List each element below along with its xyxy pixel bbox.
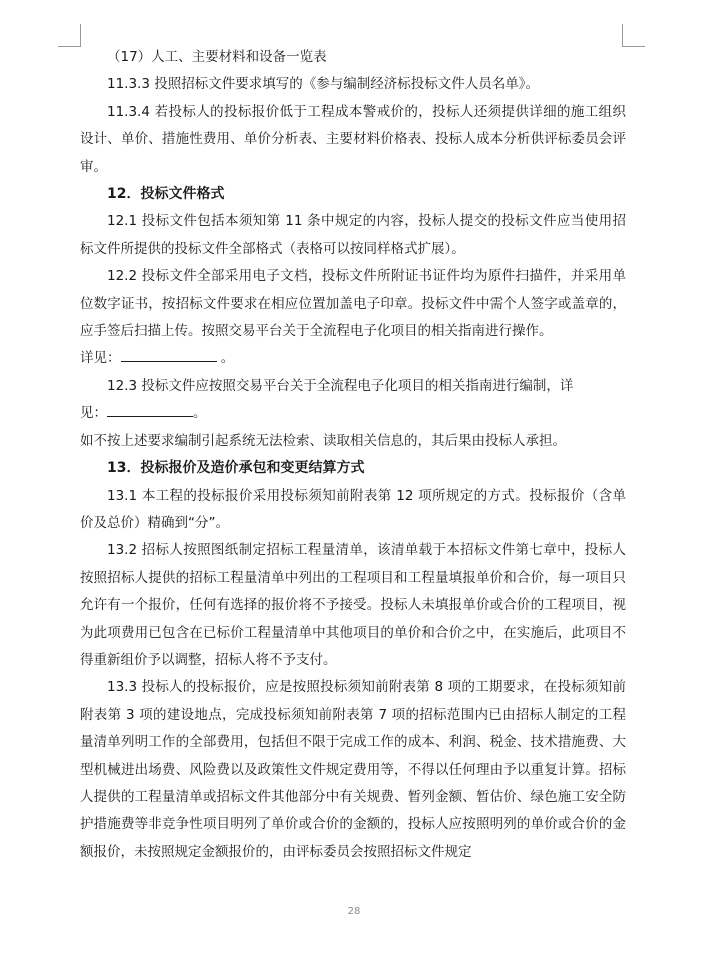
see-label: 详见： — [80, 350, 121, 367]
fill-in-blank — [107, 400, 193, 417]
page-corner-mark-top-left — [58, 24, 81, 47]
clause-12-2-see-line — [80, 345, 626, 372]
clause-12-2: 12.2 投标文件全部采用电子文档，投标文件所附证书证件均为原件扫描件，并采用单位数字证书，按招标文件要求在相应位置加盖电子印章。投标文件中需个人签字或盖章的，应手签后扫描上传。按照交易平台关于全流程电子化项目的相关指南进行操作。 — [80, 268, 626, 340]
clause-11-3-3: 11.3.3 投照招标文件要求填写的《参与编制经济标投标文件人员名单》。 — [107, 76, 539, 93]
section-heading-13: 13．投标报价及造价承包和变更结算方式 — [107, 460, 365, 477]
fill-in-blank — [121, 345, 217, 362]
note-paragraph: 如不按上述要求编制引起系统无法检索、读取相关信息的，其后果由投标人承担。 — [80, 432, 566, 449]
clause-11-3-4: 11.3.4 若投标人的投标报价低于工程成本警戒价的，投标人还须提供详细的施工组织设计、单价、措施性费用、单价分析表、主要材料价格表、投标人成本分析供评标委员会评审。 — [80, 103, 626, 175]
clause-13-2: 13.2 招标人按照图纸制定招标工程量清单，该清单载于本招标文件第七章中，投标人按照招标人提供的招标工程量清单中列出的工程项目和工程量填报单价和合价，每一项目只允许有一个报价，任何有选择的报价将不予接受。投标人未填报单价或合价的工程项目，视为此项费用已包含在已标价工程量清单中其他项目的单价和合价之中，在实施后，此项目不得重新组价予以调整，招标人将不予支付。 — [80, 542, 626, 668]
see-label: 见： — [80, 405, 107, 422]
period: 。 — [216, 350, 235, 367]
clause-12-1: 12.1 投标文件包括本须知第 11 条中规定的内容，投标人提交的投标文件应当使用招标文件所提供的投标文件全部格式（表格可以按同样格式扩展）。 — [80, 213, 626, 257]
list-item-17: （17）人工、主要材料和设备一览表 — [107, 49, 327, 65]
clause-12-3: 12.3 投标文件应按照交易平台关于全流程电子化项目的相关指南进行编制，详 — [107, 377, 574, 394]
period: 。 — [193, 405, 207, 422]
clause-13-1: 13.1 本工程的投标报价采用投标须知前附表第 12 项所规定的方式。投标报价（含单价及总价）精确到“分”。 — [80, 487, 626, 531]
clause-13-3: 13.3 投标人的投标报价，应是按照投标须知前附表第 8 项的工期要求，在投标须知前附表第 3 项的建设地点，完成投标须知前附表第 7 项的招标范围内已由招标人制定的工程量清单列明工作的全部费用，包括但不限于完成工作的成本、利润、税金、技术措施费、大型机械进出场费、风险费以及政策性文件规定费用等，不得以任何理由予以重复计算。招标人提供的工程量清单或招标文件其他部分中有关规费、暂列金额、暂估价、绿色施工安全防护措施费等非竞争性项目明列了单价或合价的金额的，投标人应按照明列的单价或合价的金额报价，未按照规定金额报价的，由评标委员会按照招标文件规定 — [80, 679, 626, 860]
clause-12-3-see-line — [80, 400, 626, 427]
section-heading-12: 12．投标文件格式 — [107, 186, 225, 203]
document-body — [80, 44, 626, 866]
page-number: 28 — [347, 906, 361, 917]
